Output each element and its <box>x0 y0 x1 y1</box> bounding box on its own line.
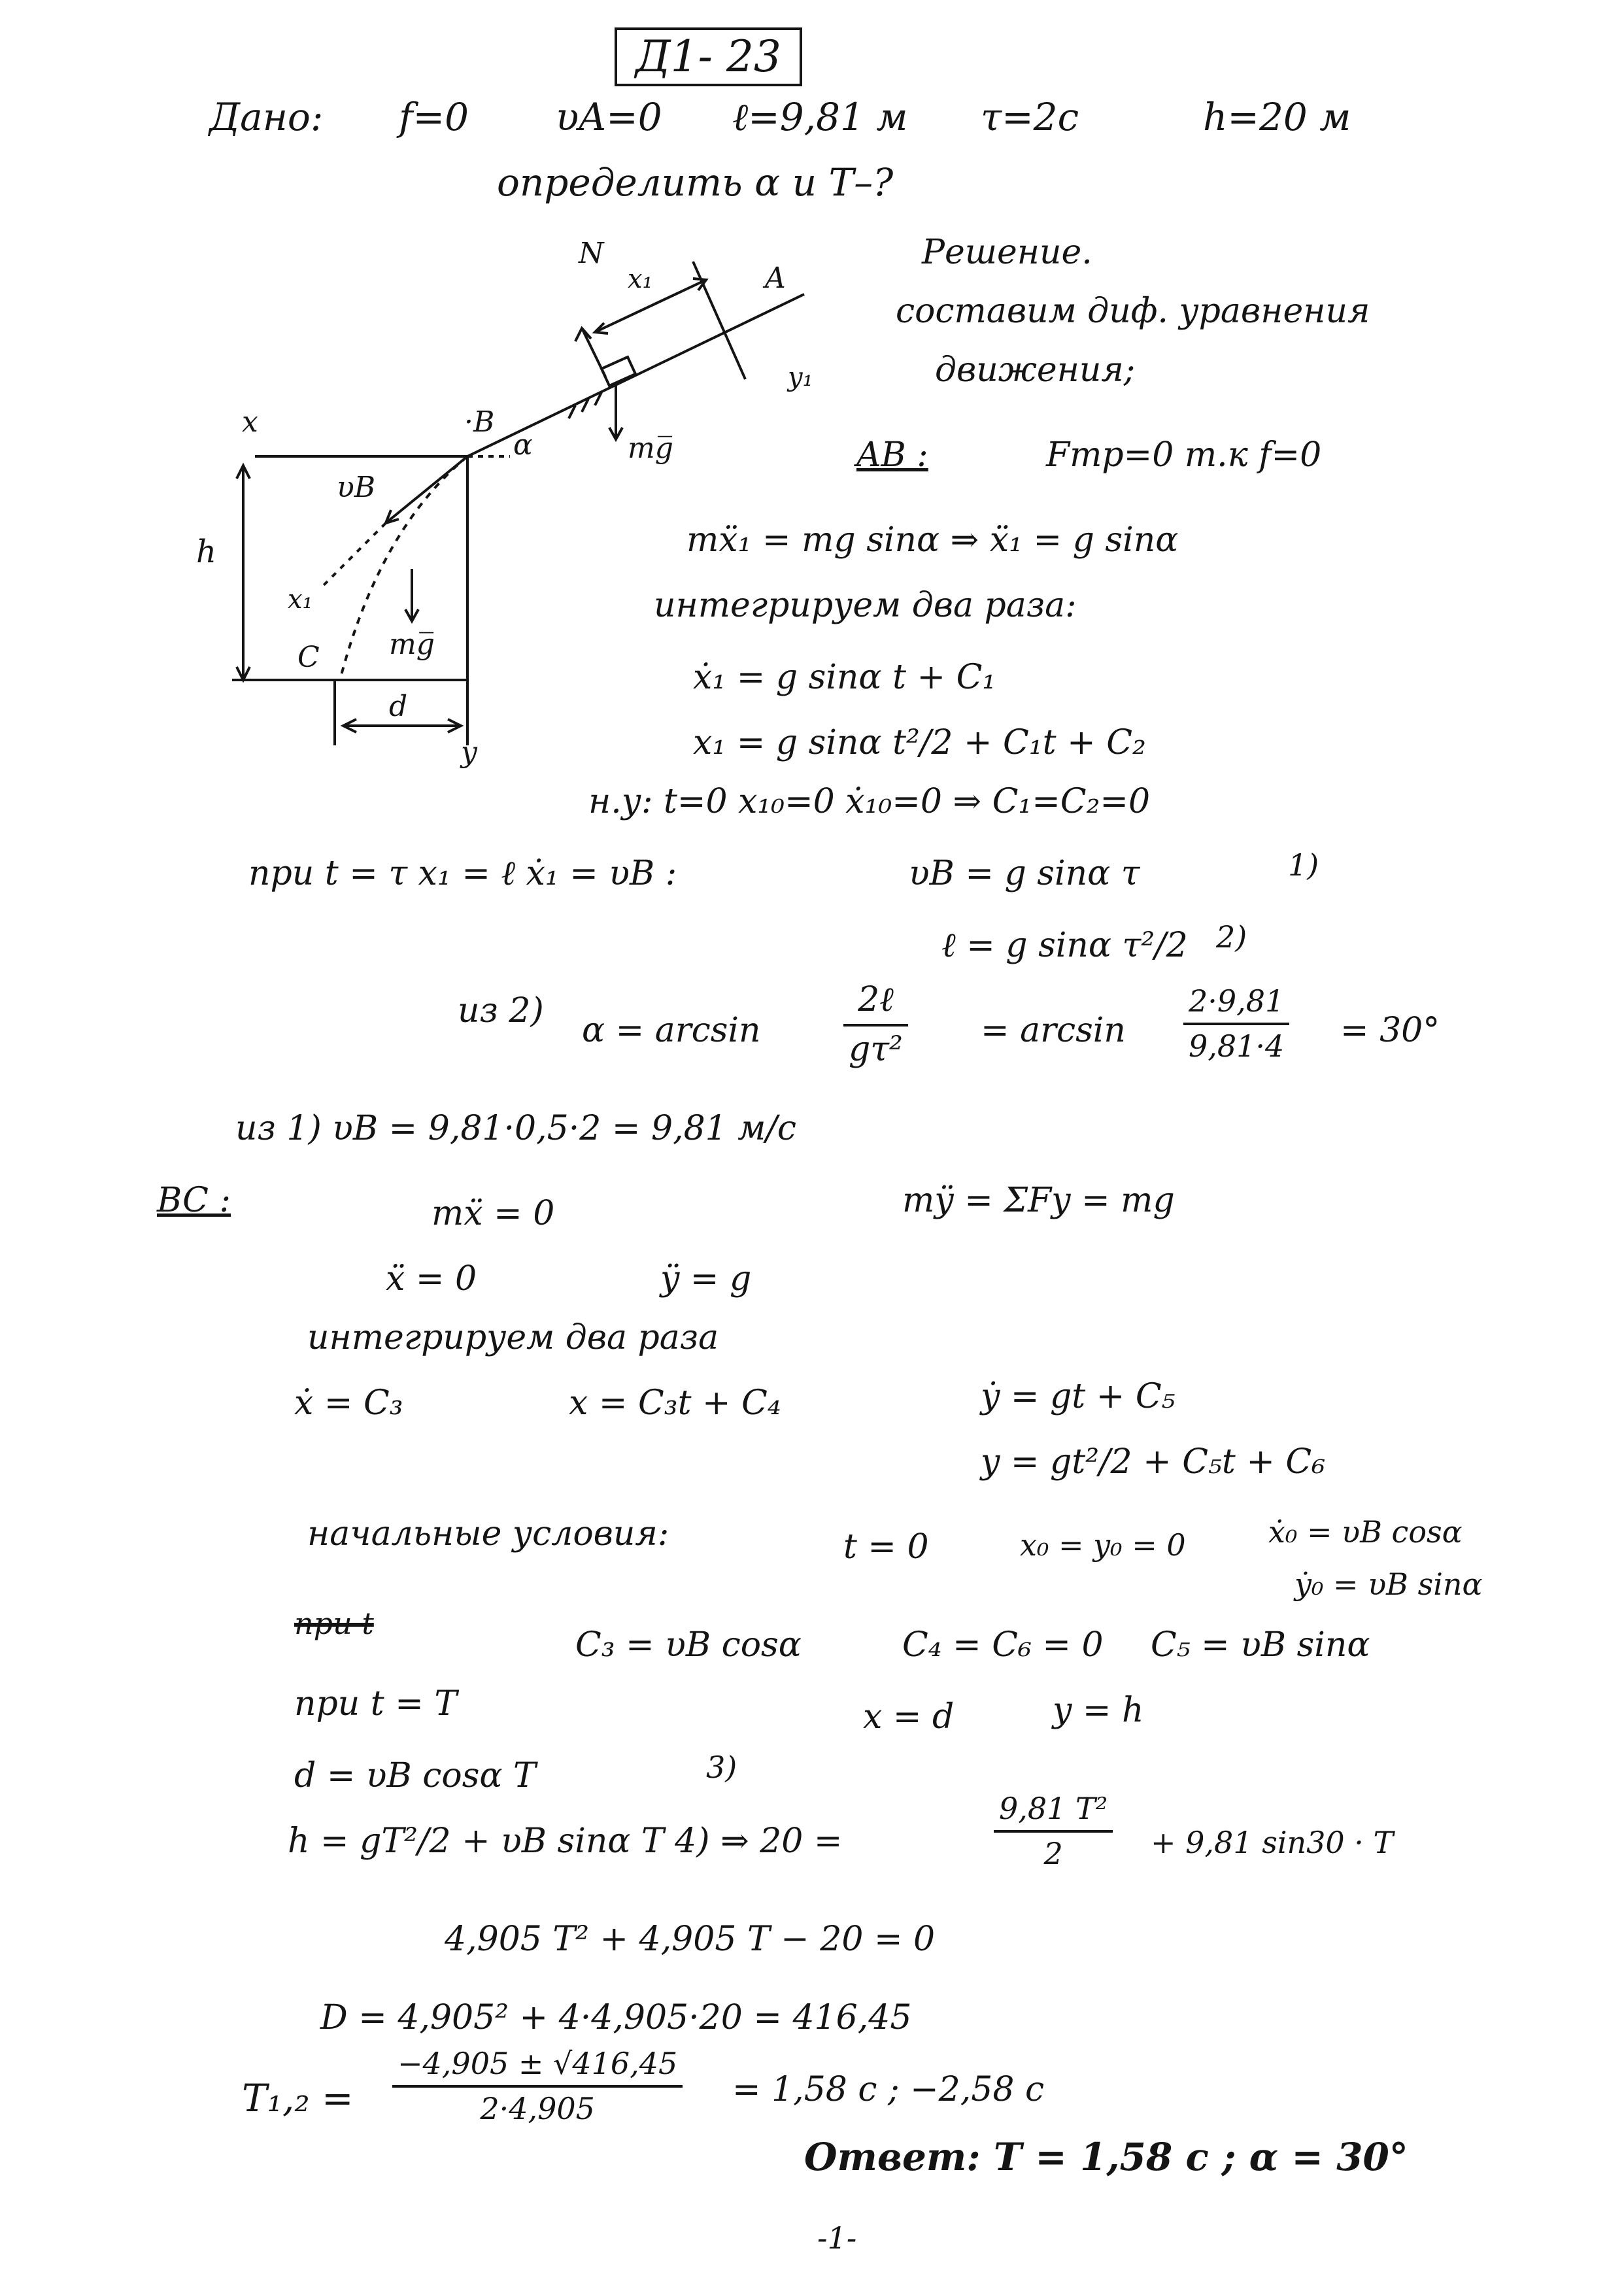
bc-t0: t = 0 <box>843 1527 929 1567</box>
bc-fraction-4-num: −4,905 ± √416,45 <box>398 2046 678 2081</box>
ab-integrate: интегрируем два раза: <box>654 586 1077 625</box>
ab-alpha-eq2: = arcsin <box>981 1011 1126 1050</box>
bc-yd: ẏ = gt + C₅ <box>981 1377 1176 1416</box>
bc-fraction-4 <box>392 2046 683 2126</box>
given-h: h=20 м <box>1203 95 1351 139</box>
bc-fraction-3-den: 2 <box>1043 1835 1063 1871</box>
ab-fraction-2 <box>1183 984 1289 1064</box>
given-find: определить α и T–? <box>497 160 894 205</box>
bc-integrate: интегрируем два раза <box>307 1318 719 1357</box>
ab-from2: из 2) <box>458 991 544 1030</box>
label-d: d <box>389 690 408 723</box>
bc-x-cond: x = d <box>863 1697 955 1737</box>
label-h: h <box>196 534 216 570</box>
bc-d-eq: d = υB cosα T <box>294 1756 536 1795</box>
bc-d-num: 3) <box>706 1750 737 1785</box>
bc-c5: C₅ = υB sinα <box>1151 1625 1370 1665</box>
bc-y: y = gt²/2 + C₅t + C₆ <box>981 1442 1326 1482</box>
bc-eq-y: mÿ = ΣFy = mg <box>902 1181 1175 1220</box>
bc-yd0: ẏ₀ = υB sinα <box>1294 1567 1483 1602</box>
bc-at-t: при t = T <box>294 1684 458 1723</box>
ab-fraction-1-den: gτ² <box>849 1029 903 1069</box>
ab-eq2: ẋ₁ = g sinα t + C₁ <box>693 658 996 697</box>
bc-discriminant: D = 4,905² + 4·4,905·20 = 416,45 <box>320 1998 912 2037</box>
ab-res1-num: 1) <box>1288 847 1319 883</box>
bc-struck-text: при t <box>294 1606 374 1641</box>
label-x1-bottom: x₁ <box>288 585 313 615</box>
given-tau: τ=2с <box>981 95 1079 139</box>
bc-quadratic: 4,905 T² + 4,905 T − 20 = 0 <box>445 1920 936 1959</box>
bc-x: x = C₃t + C₄ <box>569 1383 781 1423</box>
label-mg-bottom: mg̅ <box>389 628 435 661</box>
label-x: x <box>242 405 258 439</box>
given-va: υA=0 <box>556 95 662 139</box>
bc-label: BC : <box>157 1181 231 1220</box>
label-vb: υB <box>337 471 376 504</box>
bc-h-eq: h = gT²/2 + υB sinα T 4) ⇒ 20 = <box>288 1822 843 1861</box>
given-l: ℓ=9,81 м <box>732 95 908 139</box>
ab-res1: υB = g sinα τ <box>909 854 1140 893</box>
ab-alpha-result: = 30° <box>1340 1011 1440 1050</box>
ab-fraction-2-den: 9,81·4 <box>1189 1028 1285 1064</box>
label-b: ·B <box>464 405 495 439</box>
solution-subtitle-1: составим диф. уравнения <box>896 292 1370 331</box>
label-y: y <box>461 736 477 769</box>
bc-eq-x: mẍ = 0 <box>431 1194 555 1233</box>
given-prefix: Дано: <box>209 95 324 139</box>
label-c: C <box>297 641 320 674</box>
label-a: A <box>765 262 786 295</box>
bc-fraction-4-den: 2·4,905 <box>480 2090 595 2126</box>
ab-at-tau: при t = τ x₁ = ℓ ẋ₁ = υB : <box>248 854 677 893</box>
bc-c4c6: C₄ = C₆ = 0 <box>902 1625 1104 1665</box>
bc-xdd: ẍ = 0 <box>386 1259 477 1298</box>
ab-fraction-1 <box>843 981 908 1070</box>
bc-t12-result: = 1,58 с ; −2,58 с <box>732 2070 1045 2109</box>
ab-alpha-eq: α = arcsin <box>582 1011 761 1050</box>
ab-fraction-2-num: 2·9,81 <box>1189 983 1285 1019</box>
ab-label: AB : <box>856 435 928 475</box>
normal-force-arrow <box>582 328 605 377</box>
label-y1: y₁ <box>788 362 813 392</box>
ab-res2-num: 2) <box>1216 919 1247 955</box>
label-alpha: α <box>513 428 533 462</box>
bc-t12-label: T₁,₂ = <box>242 2076 354 2120</box>
ab-res2: ℓ = g sinα τ²/2 <box>941 926 1188 965</box>
bc-ydd: ÿ = g <box>660 1259 752 1298</box>
bc-initial-label: начальные условия: <box>307 1514 669 1553</box>
ab-eq1: mẍ₁ = mg sinα ⇒ ẍ₁ = g sinα <box>686 520 1179 560</box>
header-label: Д1- 23 <box>615 27 802 86</box>
bc-c3: C₃ = υB cosα <box>575 1625 802 1665</box>
bc-y-cond: y = h <box>1053 1691 1144 1730</box>
bc-x0y0: x₀ = y₀ = 0 <box>1020 1527 1186 1563</box>
bc-h-eq-tail: + 9,81 sin30 · T <box>1151 1825 1394 1860</box>
ab-from1: из 1) υB = 9,81·0,5·2 = 9,81 м/с <box>235 1109 797 1148</box>
ab-fraction-1-num: 2ℓ <box>858 980 894 1019</box>
bc-fraction-3-num: 9,81 T² <box>999 1791 1108 1826</box>
given-f: f=0 <box>399 95 469 139</box>
block <box>601 357 635 386</box>
solution-subtitle-2: движения; <box>935 350 1136 390</box>
page-number: -1- <box>817 2220 857 2256</box>
bc-xd: ẋ = C₃ <box>294 1383 403 1423</box>
label-n: N <box>579 237 604 270</box>
ab-initial: н.у: t=0 x₁₀=0 ẋ₁₀=0 ⇒ C₁=C₂=0 <box>588 782 1151 821</box>
answer: Ответ: T = 1,58 с ; α = 30° <box>804 2135 1408 2179</box>
bc-fraction-3 <box>994 1791 1113 1871</box>
label-mg-top: mg̅ <box>628 432 673 465</box>
ab-friction: Fтр=0 т.к f=0 <box>1046 435 1322 475</box>
solution-heading: Решение. <box>922 233 1092 272</box>
label-x1-top: x₁ <box>628 264 653 294</box>
bc-xd0: ẋ₀ = υB cosα <box>1268 1514 1463 1550</box>
ab-eq3: x₁ = g sinα t²/2 + C₁t + C₂ <box>693 723 1146 762</box>
